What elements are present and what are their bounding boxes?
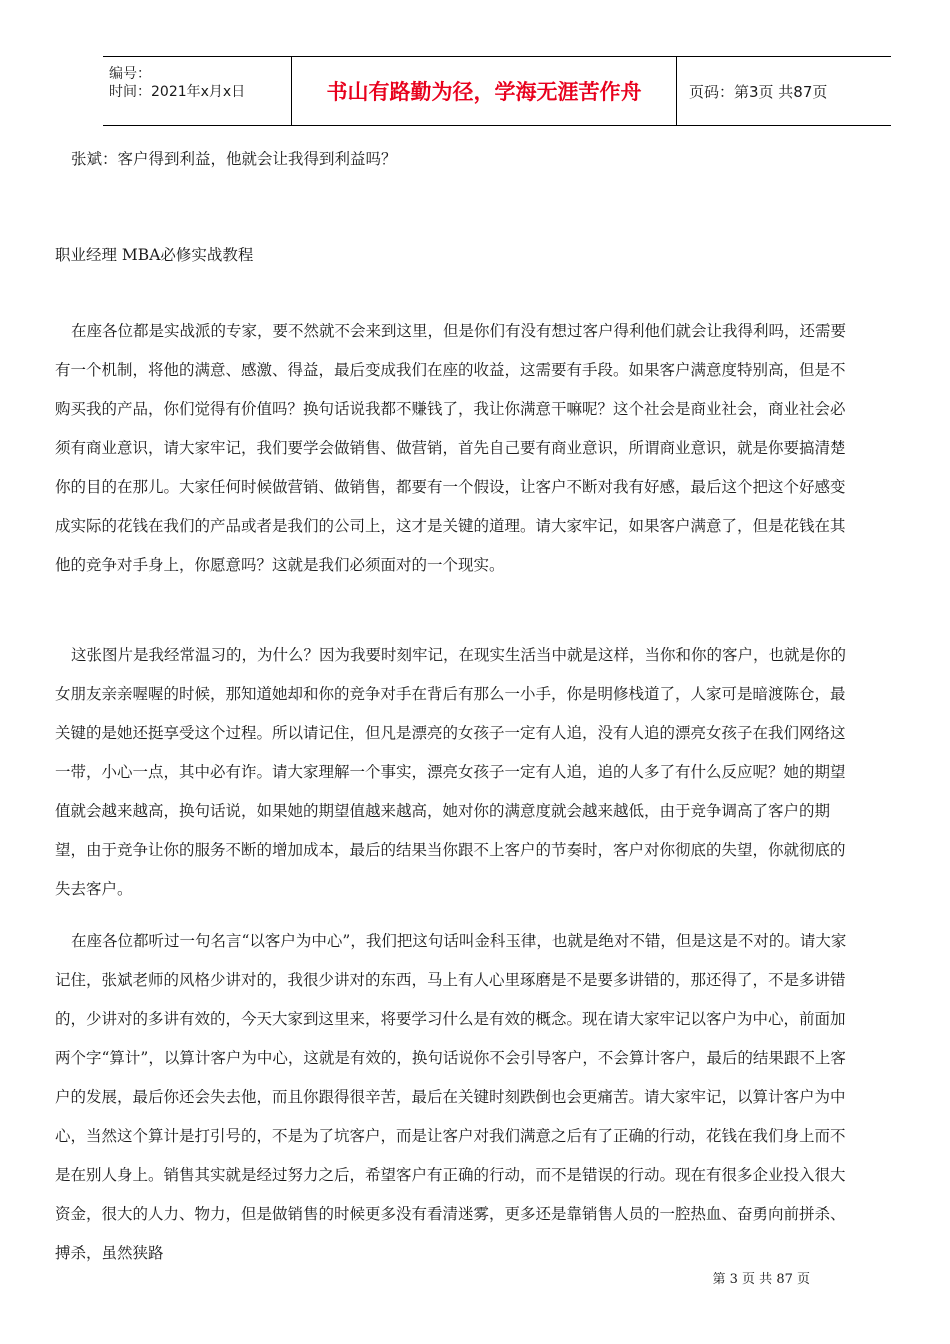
question-line — [55, 140, 855, 179]
header-meta — [103, 57, 292, 125]
header-page-label: 页码：第3页 共87页 — [689, 82, 828, 101]
question-text: 张斌：客户得到利益，他就会让我得到利益吗？ — [71, 150, 397, 168]
paragraph-text: 在座各位都是实战派的专家，要不然就不会来到这里，但是你们有没有想过客户得利他们就会让我得利吗，还需要有一个机制，将他的满意、感激、得益，最后变成我们在座的收益，这需要有手段。如果客户满意度特别高，但是不购买我的产品，你们觉得有价值吗？换句话说我都不赚钱了，我让你满意干嘛呢？这个社会是商业社会，商业社会必须有商业意识，请大家牢记，我们要学会做销售、做营销，首先自己要有商业意识，所谓商业意识，就是你要搞清楚你的目的在那儿。大家任何时候做营销、做销售，都要有一个假设，让客户不断对我有好感，最后这个把这个好感变成实际的花钱在我们的产品或者是我们的公司上，这才是关键的道理。请大家牢记，如果客户满意了，但是花钱在其他的竞争对手身上，你愿意吗？这就是我们必须面对的一个现实。 — [55, 322, 847, 574]
title-text: 职业经理 MBA必修实战教程 — [55, 246, 254, 264]
paragraph-text: 在座各位都听过一句名言“以客户为中心”，我们把这句话叫金科玉律，也就是绝对不错，但是这是不对的。请大家记住，张斌老师的风格少讲对的，我很少讲对的东西，马上有人心里琢磨是不是要多讲错的，那还得了，不是多讲错的，少讲对的多讲有效的，今天大家到这里来，将要学习什么是有效的概念。现在请大家牢记以客户为中心，前面加两个字“算计”，以算计客户为中心，这就是有效的，换句话说你不会引导客户，不会算计客户，最后的结果跟不上客户的发展，最后你还会失去他，而且你跟得很辛苦，最后在关键时刻跌倒也会更痛苦。请大家牢记，以算计客户为中心，当然这个算计是打引号的，不是为了坑客户，而是让客户对我们满意之后有了正确的行动，花钱在我们身上而不是在别人身上。销售其实就是经过努力之后，希望客户有正确的行动，而不是错误的行动。现在有很多企业投入很大资金，很大的人力、物力，但是做销售的时候更多没有看清迷雾，更多还是靠销售人员的一腔热血、奋勇向前拼杀、搏杀，虽然狭路 — [55, 932, 847, 1262]
number-label: 编号： — [109, 66, 151, 82]
page-footer: 第 3 页 共 87 页 — [712, 1272, 810, 1287]
paragraph-3 — [55, 922, 855, 1273]
paragraph-text: 这张图片是我经常温习的，为什么？因为我要时刻牢记，在现实生活当中就是这样，当你和你的客户，也就是你的女朋友亲亲喔喔的时候，那知道她却和你的竞争对手在背后有那么一小手，你是明修栈道了，人家可是暗渡陈仓，最关键的是她还挺享受这个过程。所以请记住，但凡是漂亮的女孩子一定有人追，没有人追的漂亮女孩子在我们网络这一带，小心一点，其中必有诈。请大家理解一个事实，漂亮女孩子一定有人追，追的人多了有什么反应呢？她的期望值就会越来越高，换句话说，如果她的期望值越来越高，她对你的满意度就会越来越低，由于竞争调高了客户的期望，由于竞争让你的服务不断的增加成本，最后的结果当你跟不上客户的节奏时，客户对你彻底的失望，你就彻底的失去客户。 — [55, 646, 847, 898]
header-motto: 书山有路勤为径，学海无涯苦作舟 — [292, 57, 677, 125]
section-title — [55, 236, 855, 275]
page-header — [103, 56, 891, 126]
paragraph-2 — [55, 636, 855, 909]
time-label: 时间：2021年x月x日 — [109, 84, 246, 100]
paragraph-1 — [55, 312, 855, 585]
